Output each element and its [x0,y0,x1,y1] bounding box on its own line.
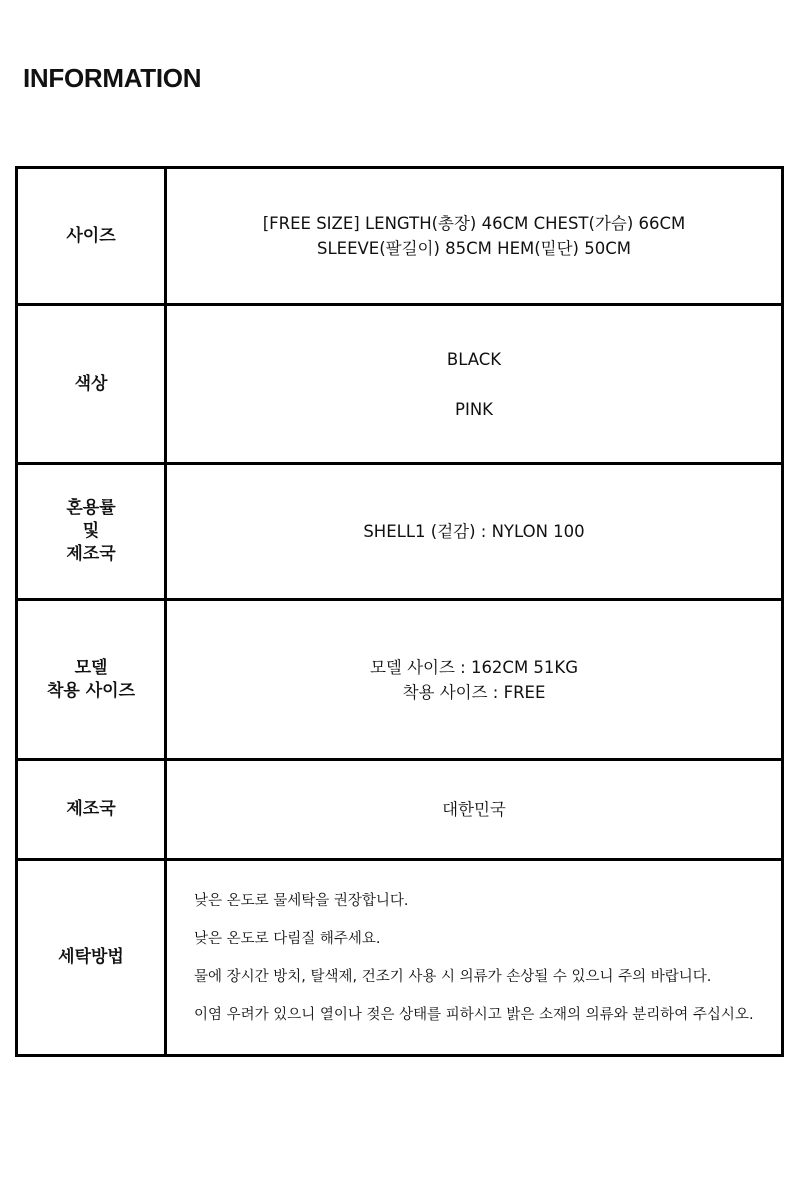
size-value-line-2: SLEEVE(팔길이) 85CM HEM(밑단) 50CM [317,239,631,258]
size-value-line-1: [FREE SIZE] LENGTH(총장) 46CM CHEST(가슴) 66CM [262,214,686,233]
origin-value: 대한민국 [442,800,506,819]
material-label-line-3: 제조국 [66,544,116,564]
washing-instruction-1: 낮은 온도로 물세탁을 권장합니다. [194,892,409,909]
material-label-line-1: 혼용률 [66,498,116,518]
color-value-black: BLACK [446,349,502,369]
washing-value-cell [166,860,783,1056]
origin-value-cell [166,760,783,860]
washing-instruction-3: 물에 장시간 방치, 탈색제, 건조기 사용 시 의류가 손상될 수 있으니 주의 바랍니다. [194,968,712,985]
washing-instruction-2: 낮은 온도로 다림질 해주세요. [194,930,381,947]
model-label-line-1: 모델 [74,657,108,678]
table-row-washing [17,860,783,1056]
origin-label: 제조국 [66,799,116,819]
material-value: SHELL1 (겉감) : NYLON 100 [363,522,585,541]
model-value-cell [166,600,783,760]
washing-label: 세탁방법 [58,947,124,967]
table-row-color [17,305,783,464]
washing-label-cell [17,860,166,1056]
model-label-line-2: 착용 사이즈 [46,680,136,701]
color-value-cell [166,305,783,464]
model-value-line-1: 모델 사이즈 : 162CM 51KG [369,657,579,677]
size-label-cell [17,168,166,305]
size-value-cell [166,168,783,305]
model-value-line-2: 착용 사이즈 : FREE [402,682,546,702]
origin-label-cell [17,760,166,860]
material-label-cell [17,464,166,600]
table-row-material [17,464,783,600]
page-title: INFORMATION [23,63,202,93]
material-label-line-2: 및 [82,521,100,541]
washing-instruction-4: 이염 우려가 있으니 열이나 젖은 상태를 피하시고 밝은 소재의 의류와 분리하여 주십시오. [194,1006,754,1023]
size-label: 사이즈 [66,225,116,246]
model-label-cell [17,600,166,760]
color-label: 색상 [74,373,108,394]
table-row-origin [17,760,783,860]
table-row-model [17,600,783,760]
color-value-pink: PINK [455,399,493,419]
material-value-cell [166,464,783,600]
product-info-table [15,166,784,1057]
table-row-size [17,168,783,305]
color-label-cell [17,305,166,464]
